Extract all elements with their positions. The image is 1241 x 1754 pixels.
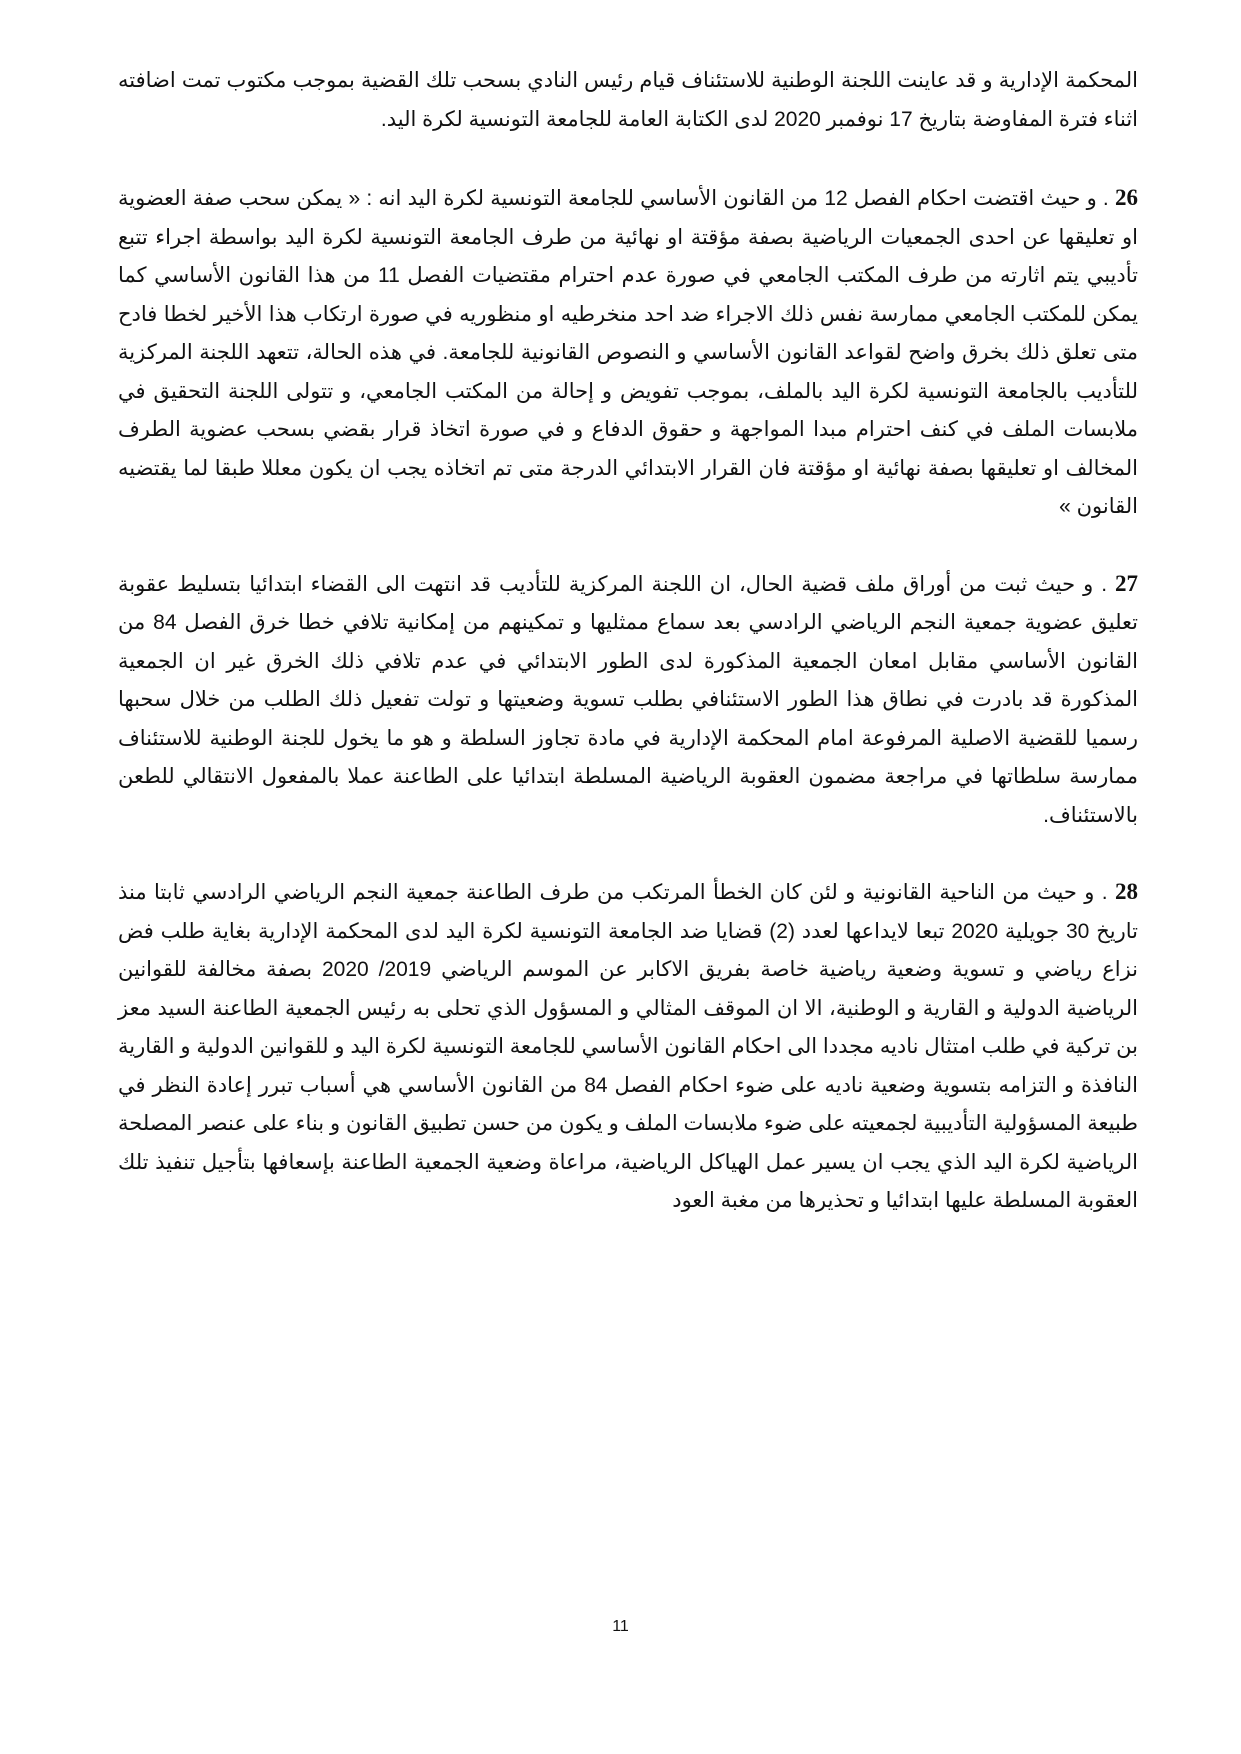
paragraph-text: . و حيث من الناحية القانونية و لئن كان الخطأ المرتكب من طرف الطاعنة جمعية النجم الرياضي الرادسي ثابتا منذ تاريخ 30 جويلية 2020 تبعا لايداعها لعدد (2) قضايا ضد الجامعة التونسية لكرة اليد لدى المحكمة الإدارية بغاية طلب فض نزاع رياضي و تسوية وضعية رياضية خاصة بفريق الاكابر عن الموسم الرياضي 2019/ 2020 بصفة مخالفة للقوانين الرياضية الدولية و القارية و الوطنية، الا ان الموقف المثالي و المسؤول الذي تحلى به رئيس الجمعية الطاعنة السيد معز بن تركية في طلب امتثال ناديه مجددا الى احكام القانون الأساسي للجامعة التونسية لكرة اليد و للقوانين الدولية و القارية النافذة و التزامه بتسوية وضعية ناديه على ضوء احكام الفصل 84 من القانون الأساسي هي أسباب تبرر إعادة النظر في طبيعة المسؤولية التأديبية لجمعيته على ضوء ملابسات الملف و يكون من حسن تطبيق القانون و بناء على عنصر المصلحة الرياضية لكرة اليد الذي يجب ان يسير عمل الهياكل الرياضية، مراعاة وضعية الجمعية الطاعنة بإسعافها بتأجيل تنفيذ تلك العقوبة المسلطة عليها ابتدائيا و تحذيرها من مغبة العود: [118, 881, 1139, 1212]
paragraph-28: [118, 873, 1138, 1221]
paragraph-text: . و حيث اقتضت احكام الفصل 12 من القانون الأساسي للجامعة التونسية لكرة اليد انه : « يمكن سحب صفة العضوية او تعليقها عن احدى الجمعيات الرياضية بصفة مؤقتة او نهائية من طرف الجامعة التونسية لكرة اليد بواسطة اجراء تتبع تأديبي يتم اثارته من طرف المكتب الجامعي في صورة عدم احترام مقتضيات الفصل 11 من هذا القانون الأساسي كما يمكن للمكتب الجامعي ممارسة نفس ذلك الاجراء ضد احد منخرطيه او منظوريه في صورة ارتكاب هذا الأخير لخطا فادح متى تعلق ذلك بخرق واضح لقواعد القانون الأساسي و النصوص القانونية للجامعة. في هذه الحالة، تتعهد اللجنة المركزية للتأديب بالجامعة التونسية لكرة اليد بالملف، بموجب تفويض و إحالة من المكتب الجامعي، و تتولى اللجنة التحقيق في ملابسات الملف في كنف احترام مبدا المواجهة و حقوق الدفاع و في صورة اتخاذ قرار بقضي بسحب عضوية الطرف المخالف او تعليقها بصفة نهائية او مؤقتة فان القرار الابتدائي الدرجة متى تم اتخاذه يجب ان يكون معللا طبقا لما يقتضيه القانون »: [118, 187, 1138, 518]
paragraph-text: . و حيث ثبت من أوراق ملف قضية الحال، ان اللجنة المركزية للتأديب قد انتهت الى القضاء ابتدائيا بتسليط عقوبة تعليق عضوية جمعية النجم الرياضي الرادسي بعد سماع ممثليها و تمكينهم من إمكانية تلافي خطا خرق الفصل 84 من القانون الأساسي مقابل امعان الجمعية المذكورة لدى الطور الابتدائي في عدم تلافي ذلك الخرق غير ان الجمعية المذكورة قد بادرت في نطاق هذا الطور الاستئنافي بطلب تسوية وضعيتها و تولت تفعيل ذلك الطلب من خلال سحبها رسميا للقضية الاصلية المرفوعة امام المحكمة الإدارية في مادة تجاوز السلطة و هو ما يخول للجنة الوطنية للاستئناف ممارسة سلطاتها في مراجعة مضمون العقوبة الرياضية المسلطة ابتدائيا على الطاعنة عملا بالمفعول الانتقالي للطعن بالاستئناف.: [118, 572, 1138, 827]
paragraph-number: 26: [1115, 185, 1138, 210]
paragraph-number: 27: [1115, 570, 1138, 596]
paragraph-27: [118, 565, 1138, 836]
document-page: [118, 62, 1138, 1259]
paragraph-text: المحكمة الإدارية و قد عاينت اللجنة الوطنية للاستئناف قيام رئيس النادي بسحب تلك القضية بموجب مكتوب تمت اضافته اثناء فترة المفاوضة بتاريخ 17 نوفمبر 2020 لدى الكتابة العامة للجامعة التونسية لكرة اليد.: [118, 69, 1138, 131]
paragraph-continuation: [118, 62, 1138, 139]
page-number: 11: [612, 1618, 629, 1635]
paragraph-number: 28: [1115, 879, 1138, 904]
paragraph-26: [118, 179, 1138, 527]
